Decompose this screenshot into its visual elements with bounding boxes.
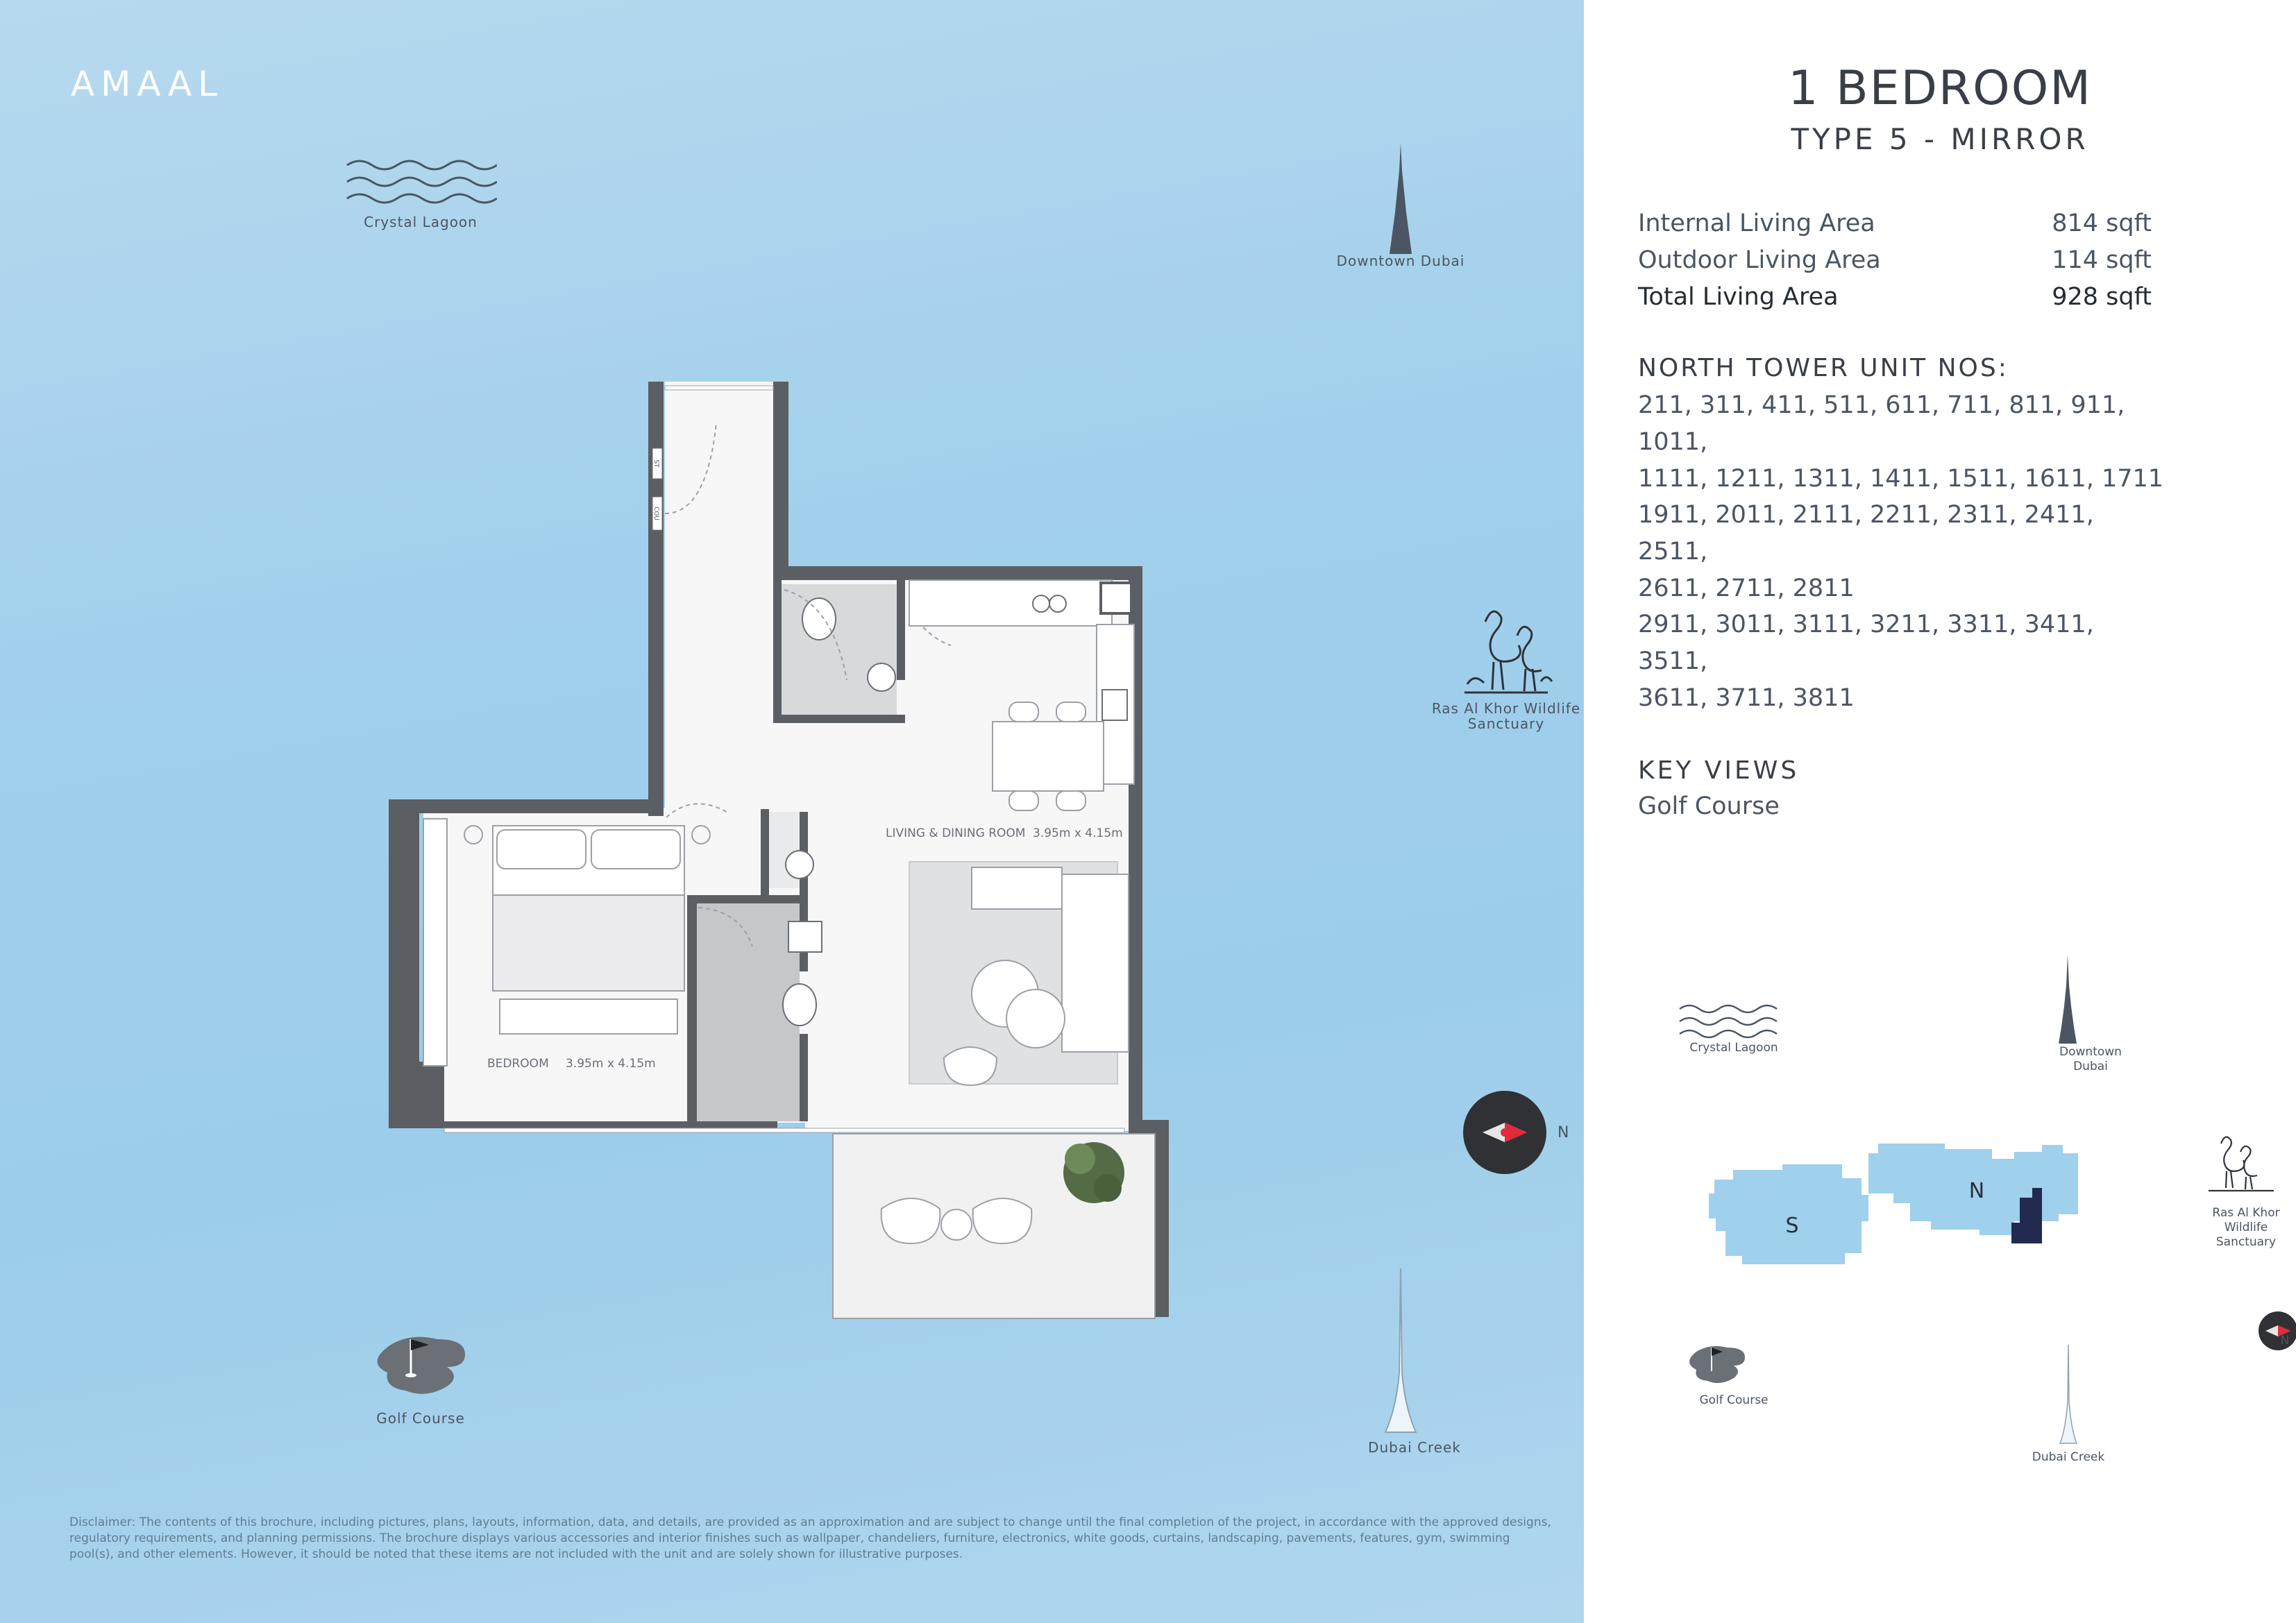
disclaimer-text: Disclaimer: The contents of this brochure, including pictures, plans, layouts, information, data, and details, are provided as an approximation and are subject to change until the final completion of the project, in accordance with the approved designs, regulatory requirements, and planning permissions. The brochure displays various accessories and interior finishes such as wallpaper, chandeliers, furniture, electronics, white goods, curtains, landscaping, pavements, features, gym, swimming pool(s), and other elements. However, it should be noted that these items are not included with the unit and are solely shown for illustrative purposes. bbox=[69, 1515, 1551, 1561]
compass-north-label: N bbox=[1558, 1124, 1570, 1141]
unit-numbers-line: 1911, 2011, 2111, 2211, 2311, 2411, 2511, bbox=[1638, 501, 2094, 566]
unit-subtitle: TYPE 5 - MIRROR bbox=[1791, 122, 2089, 156]
compass-icon bbox=[1462, 1089, 1548, 1175]
mini-dubai-creek: Dubai Creek bbox=[2032, 1450, 2105, 1464]
landmark-dubai-creek: Dubai Creek bbox=[1368, 1439, 1461, 1456]
floor-plan bbox=[375, 368, 1180, 1325]
area-label: Total Living Area bbox=[1638, 283, 1839, 311]
mini-downtown-line1: Downtown bbox=[2059, 1045, 2122, 1059]
landmark-ras-al-khor bbox=[1416, 701, 1584, 731]
mini-downtown-line2: Dubai bbox=[2073, 1060, 2108, 1073]
mini-ras-al-khor bbox=[2177, 1206, 2296, 1250]
mini-downtown-dubai bbox=[2021, 1045, 2160, 1074]
landmark-ras-al-khor-line2: Sanctuary bbox=[1467, 715, 1545, 732]
area-row-internal bbox=[1638, 205, 2152, 242]
unit-numbers-line: 2611, 2711, 2811 bbox=[1638, 575, 1855, 602]
flamingo-icon bbox=[1458, 601, 1553, 698]
landmark-crystal-lagoon: Crystal Lagoon bbox=[364, 214, 478, 230]
unit-numbers-line: 2911, 3011, 3111, 3211, 3311, 3411, 3511, bbox=[1638, 611, 2094, 675]
brand-logo: AMAAL bbox=[71, 64, 223, 104]
mini-tower-north-label: N bbox=[1968, 1179, 1985, 1203]
unit-numbers-line: 1111, 1211, 1311, 1411, 1511, 1611, 1711 bbox=[1638, 465, 2164, 493]
mini-ras-line3: Sanctuary bbox=[2215, 1235, 2277, 1249]
area-label: Outdoor Living Area bbox=[1638, 246, 1881, 274]
mini-ras-line2: Wildlife bbox=[2224, 1221, 2268, 1234]
unit-numbers-heading: NORTH TOWER UNIT NOS: bbox=[1638, 354, 2009, 382]
area-value: 814 sqft bbox=[2052, 210, 2152, 237]
unit-numbers-line: 211, 311, 411, 511, 611, 711, 811, 911, 1011, bbox=[1638, 391, 2125, 456]
landmark-golf-course: Golf Course bbox=[376, 1410, 465, 1427]
golf-course-icon bbox=[369, 1325, 473, 1402]
bedroom-dims: 3.95m x 4.15m bbox=[566, 1057, 656, 1071]
unit-title: 1 BEDROOM bbox=[1788, 61, 2092, 116]
mini-compass-north: N bbox=[2280, 1334, 2290, 1348]
waves-icon bbox=[346, 157, 497, 205]
mini-crystal-lagoon: Crystal Lagoon bbox=[1689, 1041, 1778, 1055]
burj-khalifa-icon bbox=[1387, 143, 1415, 254]
living-room-label: LIVING & DINING ROOM bbox=[886, 826, 1026, 840]
mini-golf-course: Golf Course bbox=[1699, 1393, 1769, 1407]
landmark-downtown-dubai: Downtown Dubai bbox=[1336, 253, 1465, 269]
key-views-value: Golf Course bbox=[1638, 792, 1780, 820]
dubai-creek-tower-icon bbox=[1384, 1268, 1417, 1435]
unit-numbers-line: 3611, 3711, 3811 bbox=[1638, 684, 1855, 712]
mini-tower-south-label: S bbox=[1785, 1214, 1799, 1238]
unit-numbers-group-1 bbox=[1638, 387, 2166, 498]
area-row-total bbox=[1638, 279, 2152, 316]
area-value: 928 sqft bbox=[2052, 283, 2152, 311]
mini-ras-line1: Ras Al Khor bbox=[2212, 1206, 2280, 1220]
key-views-heading: KEY VIEWS bbox=[1638, 756, 1800, 785]
landmark-ras-al-khor-line1: Ras Al Khor Wildlife bbox=[1431, 700, 1581, 717]
unit-numbers-group-3 bbox=[1638, 606, 2166, 717]
area-row-outdoor bbox=[1638, 242, 2152, 279]
store-label-2: COU bbox=[652, 507, 659, 520]
bedroom-label: BEDROOM bbox=[487, 1057, 549, 1071]
living-room-dims: 3.95m x 4.15m bbox=[1033, 826, 1123, 840]
store-label-1: ST bbox=[652, 459, 659, 468]
area-table bbox=[1638, 205, 2152, 316]
area-value: 114 sqft bbox=[2052, 246, 2152, 274]
area-label: Internal Living Area bbox=[1638, 210, 1875, 237]
unit-numbers-group-2 bbox=[1638, 497, 2166, 607]
